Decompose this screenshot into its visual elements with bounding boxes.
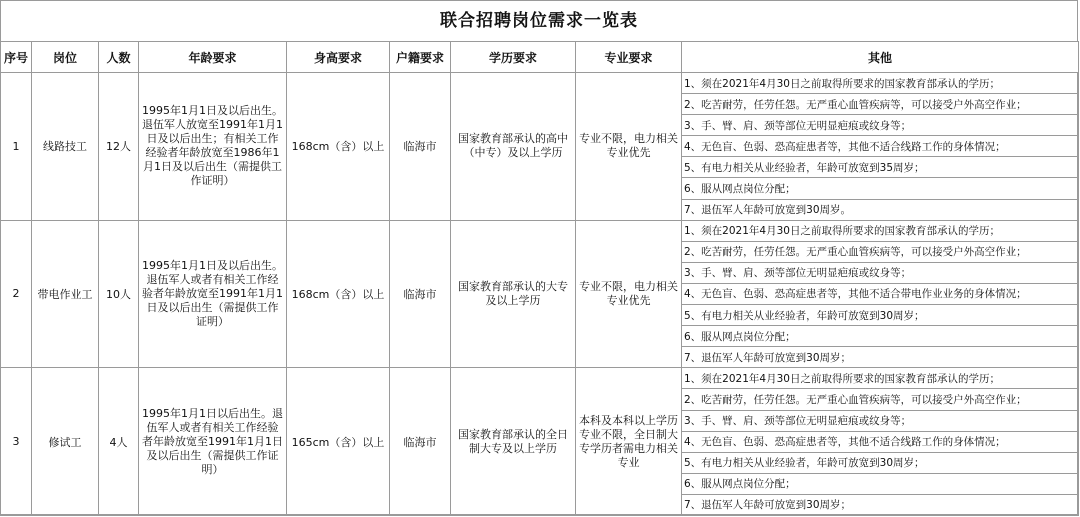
header-other: 其他 xyxy=(682,42,1079,73)
cell-note: 2、吃苦耐劳，任劳任怨。无严重心血管疾病等，可以接受户外高空作业； xyxy=(682,94,1079,115)
cell-major: 专业不限，电力相关专业优先 xyxy=(576,220,682,368)
cell-education: 国家教育部承认的大专及以上学历 xyxy=(451,220,576,368)
cell-note: 3、手、臂、肩、颈等部位无明显疤痕或纹身等； xyxy=(682,410,1079,431)
cell-note: 5、有电力相关从业经验者，年龄可放宽到30周岁； xyxy=(682,305,1079,326)
cell-major: 本科及本科以上学历专业不限，全日制大专学历者需电力相关专业 xyxy=(576,368,682,516)
recruitment-table xyxy=(0,41,1079,516)
cell-note: 1、须在2021年4月30日之前取得所要求的国家教育部承认的学历； xyxy=(682,220,1079,241)
cell-note: 1、须在2021年4月30日之前取得所要求的国家教育部承认的学历； xyxy=(682,368,1079,389)
table-header-row xyxy=(1,42,1079,73)
header-major: 专业要求 xyxy=(576,42,682,73)
cell-note: 6、服从网点岗位分配； xyxy=(682,473,1079,494)
cell-major: 专业不限，电力相关专业优先 xyxy=(576,73,682,221)
cell-age: 1995年1月1日及以后出生。退伍军人或者有相关工作经验者年龄放宽至1991年1月1日及以后出生（需提供工作证明） xyxy=(139,220,287,368)
table-row xyxy=(1,73,1079,94)
cell-height: 168cm（含）以上 xyxy=(287,220,390,368)
cell-age: 1995年1月1日以后出生。退伍军人或者有相关工作经验者年龄放宽至1991年1月1日及以后出生（需提供工作证明） xyxy=(139,368,287,516)
table-row xyxy=(1,220,1079,241)
header-no: 序号 xyxy=(1,42,32,73)
cell-no: 1 xyxy=(1,73,32,221)
header-age: 年龄要求 xyxy=(139,42,287,73)
cell-note: 4、无色盲、色弱、恐高症患者等，其他不适合线路工作的身体情况； xyxy=(682,136,1079,157)
cell-note: 2、吃苦耐劳，任劳任怨。无严重心血管疾病等，可以接受户外高空作业； xyxy=(682,241,1079,262)
cell-note: 2、吃苦耐劳，任劳任怨。无严重心血管疾病等，可以接受户外高空作业； xyxy=(682,389,1079,410)
cell-count: 10人 xyxy=(99,220,139,368)
cell-post: 带电作业工 xyxy=(32,220,99,368)
header-height: 身高要求 xyxy=(287,42,390,73)
cell-note: 3、手、臂、肩、颈等部位无明显疤痕或纹身等； xyxy=(682,262,1079,283)
table-row xyxy=(1,368,1079,389)
cell-height: 168cm（含）以上 xyxy=(287,73,390,221)
cell-no: 2 xyxy=(1,220,32,368)
cell-age: 1995年1月1日及以后出生。退伍军人放宽至1991年1月1日及以后出生；有相关工作经验者年龄放宽至1986年1月1日及以后出生（需提供工作证明） xyxy=(139,73,287,221)
cell-note: 7、退伍军人年龄可放宽到30周岁； xyxy=(682,494,1079,515)
cell-note: 1、须在2021年4月30日之前取得所要求的国家教育部承认的学历； xyxy=(682,73,1079,94)
cell-note: 5、有电力相关从业经验者，年龄可放宽到30周岁； xyxy=(682,452,1079,473)
cell-hukou: 临海市 xyxy=(390,368,451,516)
cell-post: 线路技工 xyxy=(32,73,99,221)
cell-education: 国家教育部承认的全日制大专及以上学历 xyxy=(451,368,576,516)
cell-note: 6、服从网点岗位分配； xyxy=(682,326,1079,347)
cell-note: 4、无色盲、色弱、恐高症患者等，其他不适合线路工作的身体情况； xyxy=(682,431,1079,452)
cell-note: 3、手、臂、肩、颈等部位无明显疤痕或纹身等； xyxy=(682,115,1079,136)
cell-note: 6、服从网点岗位分配； xyxy=(682,178,1079,199)
cell-note: 5、有电力相关从业经验者，年龄可放宽到35周岁； xyxy=(682,157,1079,178)
page-title: 联合招聘岗位需求一览表 xyxy=(1,1,1077,42)
cell-note: 4、无色盲、色弱、恐高症患者等，其他不适合带电作业业务的身体情况； xyxy=(682,283,1079,304)
header-education: 学历要求 xyxy=(451,42,576,73)
cell-hukou: 临海市 xyxy=(390,220,451,368)
header-hukou: 户籍要求 xyxy=(390,42,451,73)
cell-height: 165cm（含）以上 xyxy=(287,368,390,516)
cell-post: 修试工 xyxy=(32,368,99,516)
header-count: 人数 xyxy=(99,42,139,73)
header-post: 岗位 xyxy=(32,42,99,73)
cell-note: 7、退伍军人年龄可放宽到30周岁； xyxy=(682,347,1079,368)
cell-no: 3 xyxy=(1,368,32,516)
cell-education: 国家教育部承认的高中（中专）及以上学历 xyxy=(451,73,576,221)
cell-count: 4人 xyxy=(99,368,139,516)
cell-note: 7、退伍军人年龄可放宽到30周岁。 xyxy=(682,199,1079,220)
cell-hukou: 临海市 xyxy=(390,73,451,221)
cell-count: 12人 xyxy=(99,73,139,221)
